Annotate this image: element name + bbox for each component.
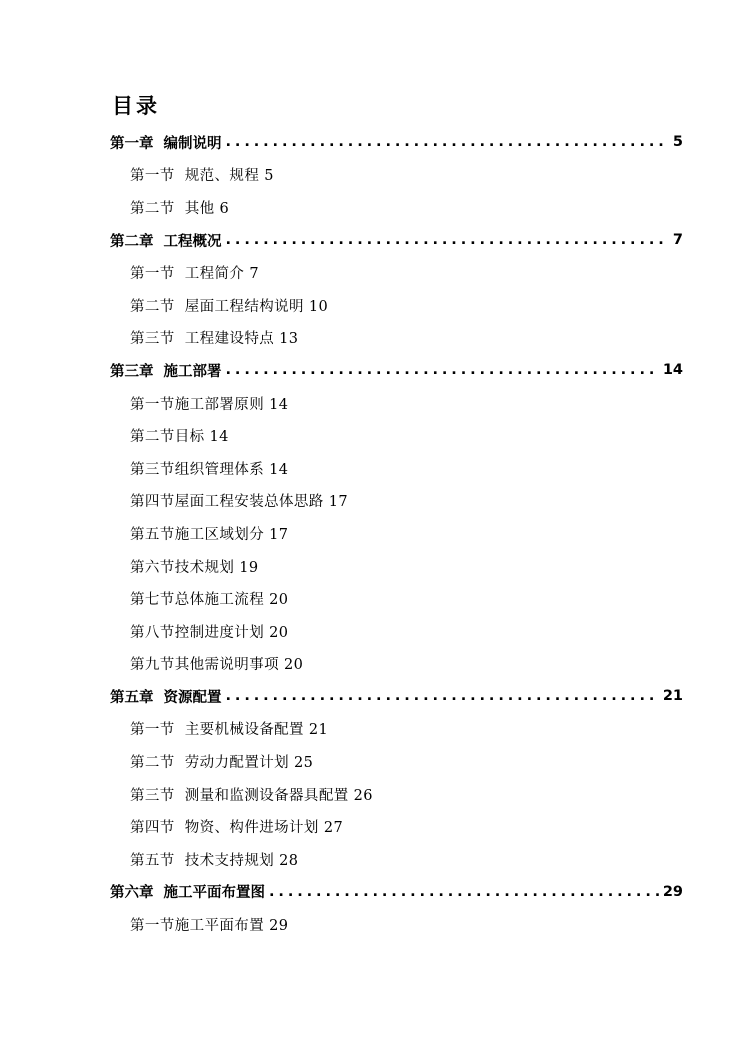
section-text: 第一节施工部署原则 14 (130, 396, 289, 413)
section-text: 第三节 工程建设特点 13 (130, 331, 299, 348)
toc-section[interactable] (0, 387, 744, 420)
toc-chapter[interactable] (0, 354, 744, 387)
toc-section[interactable] (0, 713, 744, 746)
table-of-contents (0, 126, 744, 941)
toc-section[interactable] (0, 322, 744, 355)
toc-section[interactable] (0, 452, 744, 485)
chapter-page-number: 29 (662, 883, 683, 900)
dot-leader (226, 134, 669, 150)
section-text: 第四节 物资、构件进场计划 27 (130, 820, 344, 837)
toc-section[interactable] (0, 648, 744, 681)
toc-section[interactable] (0, 778, 744, 811)
toc-section[interactable] (0, 517, 744, 550)
section-text: 第五节施工区域划分 17 (130, 526, 289, 543)
section-text: 第八节控制进度计划 20 (130, 624, 289, 641)
chapter-page-number: 7 (672, 232, 683, 249)
toc-section[interactable] (0, 810, 744, 843)
chapter-label: 第三章 (110, 363, 154, 380)
section-text: 第一节 工程简介 7 (130, 266, 259, 283)
section-text: 第一节 主要机械设备配置 21 (130, 722, 329, 739)
toc-section[interactable] (0, 582, 744, 615)
toc-section[interactable] (0, 550, 744, 583)
chapter-title: 施工部署 (163, 363, 222, 380)
toc-chapter[interactable] (0, 224, 744, 257)
section-text: 第三节 测量和监测设备器具配置 26 (130, 787, 373, 804)
toc-section[interactable] (0, 908, 744, 941)
chapter-label: 第一章 (110, 135, 154, 152)
section-text: 第二节 劳动力配置计划 25 (130, 755, 314, 772)
section-text: 第二节目标 14 (130, 429, 229, 446)
chapter-page-number: 5 (672, 134, 683, 151)
toc-section[interactable] (0, 191, 744, 224)
section-text: 第四节屋面工程安装总体思路 17 (130, 494, 348, 511)
toc-chapter[interactable] (0, 876, 744, 909)
toc-section[interactable] (0, 289, 744, 322)
section-text: 第二节 屋面工程结构说明 10 (130, 298, 329, 315)
chapter-label: 第二章 (110, 233, 154, 250)
chapter-title: 编制说明 (163, 135, 222, 152)
section-text: 第九节其他需说明事项 20 (130, 657, 304, 674)
toc-chapter[interactable] (0, 680, 744, 713)
dot-leader (269, 884, 659, 900)
toc-chapter[interactable] (0, 126, 744, 159)
dot-leader (226, 362, 659, 378)
dot-leader (226, 232, 669, 248)
chapter-title: 工程概况 (163, 233, 222, 250)
chapter-title: 施工平面布置图 (163, 885, 265, 902)
toc-section[interactable] (0, 745, 744, 778)
toc-section[interactable] (0, 159, 744, 192)
section-text: 第二节 其他 6 (130, 200, 230, 217)
toc-section[interactable] (0, 256, 744, 289)
toc-section[interactable] (0, 843, 744, 876)
dot-leader (226, 688, 659, 704)
chapter-label: 第六章 (110, 885, 154, 902)
section-text: 第三节组织管理体系 14 (130, 461, 289, 478)
section-text: 第七节总体施工流程 20 (130, 592, 289, 609)
chapter-label: 第五章 (110, 689, 154, 706)
section-text: 第五节 技术支持规划 28 (130, 852, 299, 869)
section-text: 第一节 规范、规程 5 (130, 168, 274, 185)
toc-section[interactable] (0, 485, 744, 518)
chapter-title: 资源配置 (163, 689, 222, 706)
toc-section[interactable] (0, 419, 744, 452)
toc-title: 目录 (112, 94, 160, 118)
section-text: 第一节施工平面布置 29 (130, 918, 289, 935)
toc-section[interactable] (0, 615, 744, 648)
section-text: 第六节技术规划 19 (130, 559, 259, 576)
chapter-page-number: 14 (662, 362, 683, 379)
chapter-page-number: 21 (662, 688, 683, 705)
